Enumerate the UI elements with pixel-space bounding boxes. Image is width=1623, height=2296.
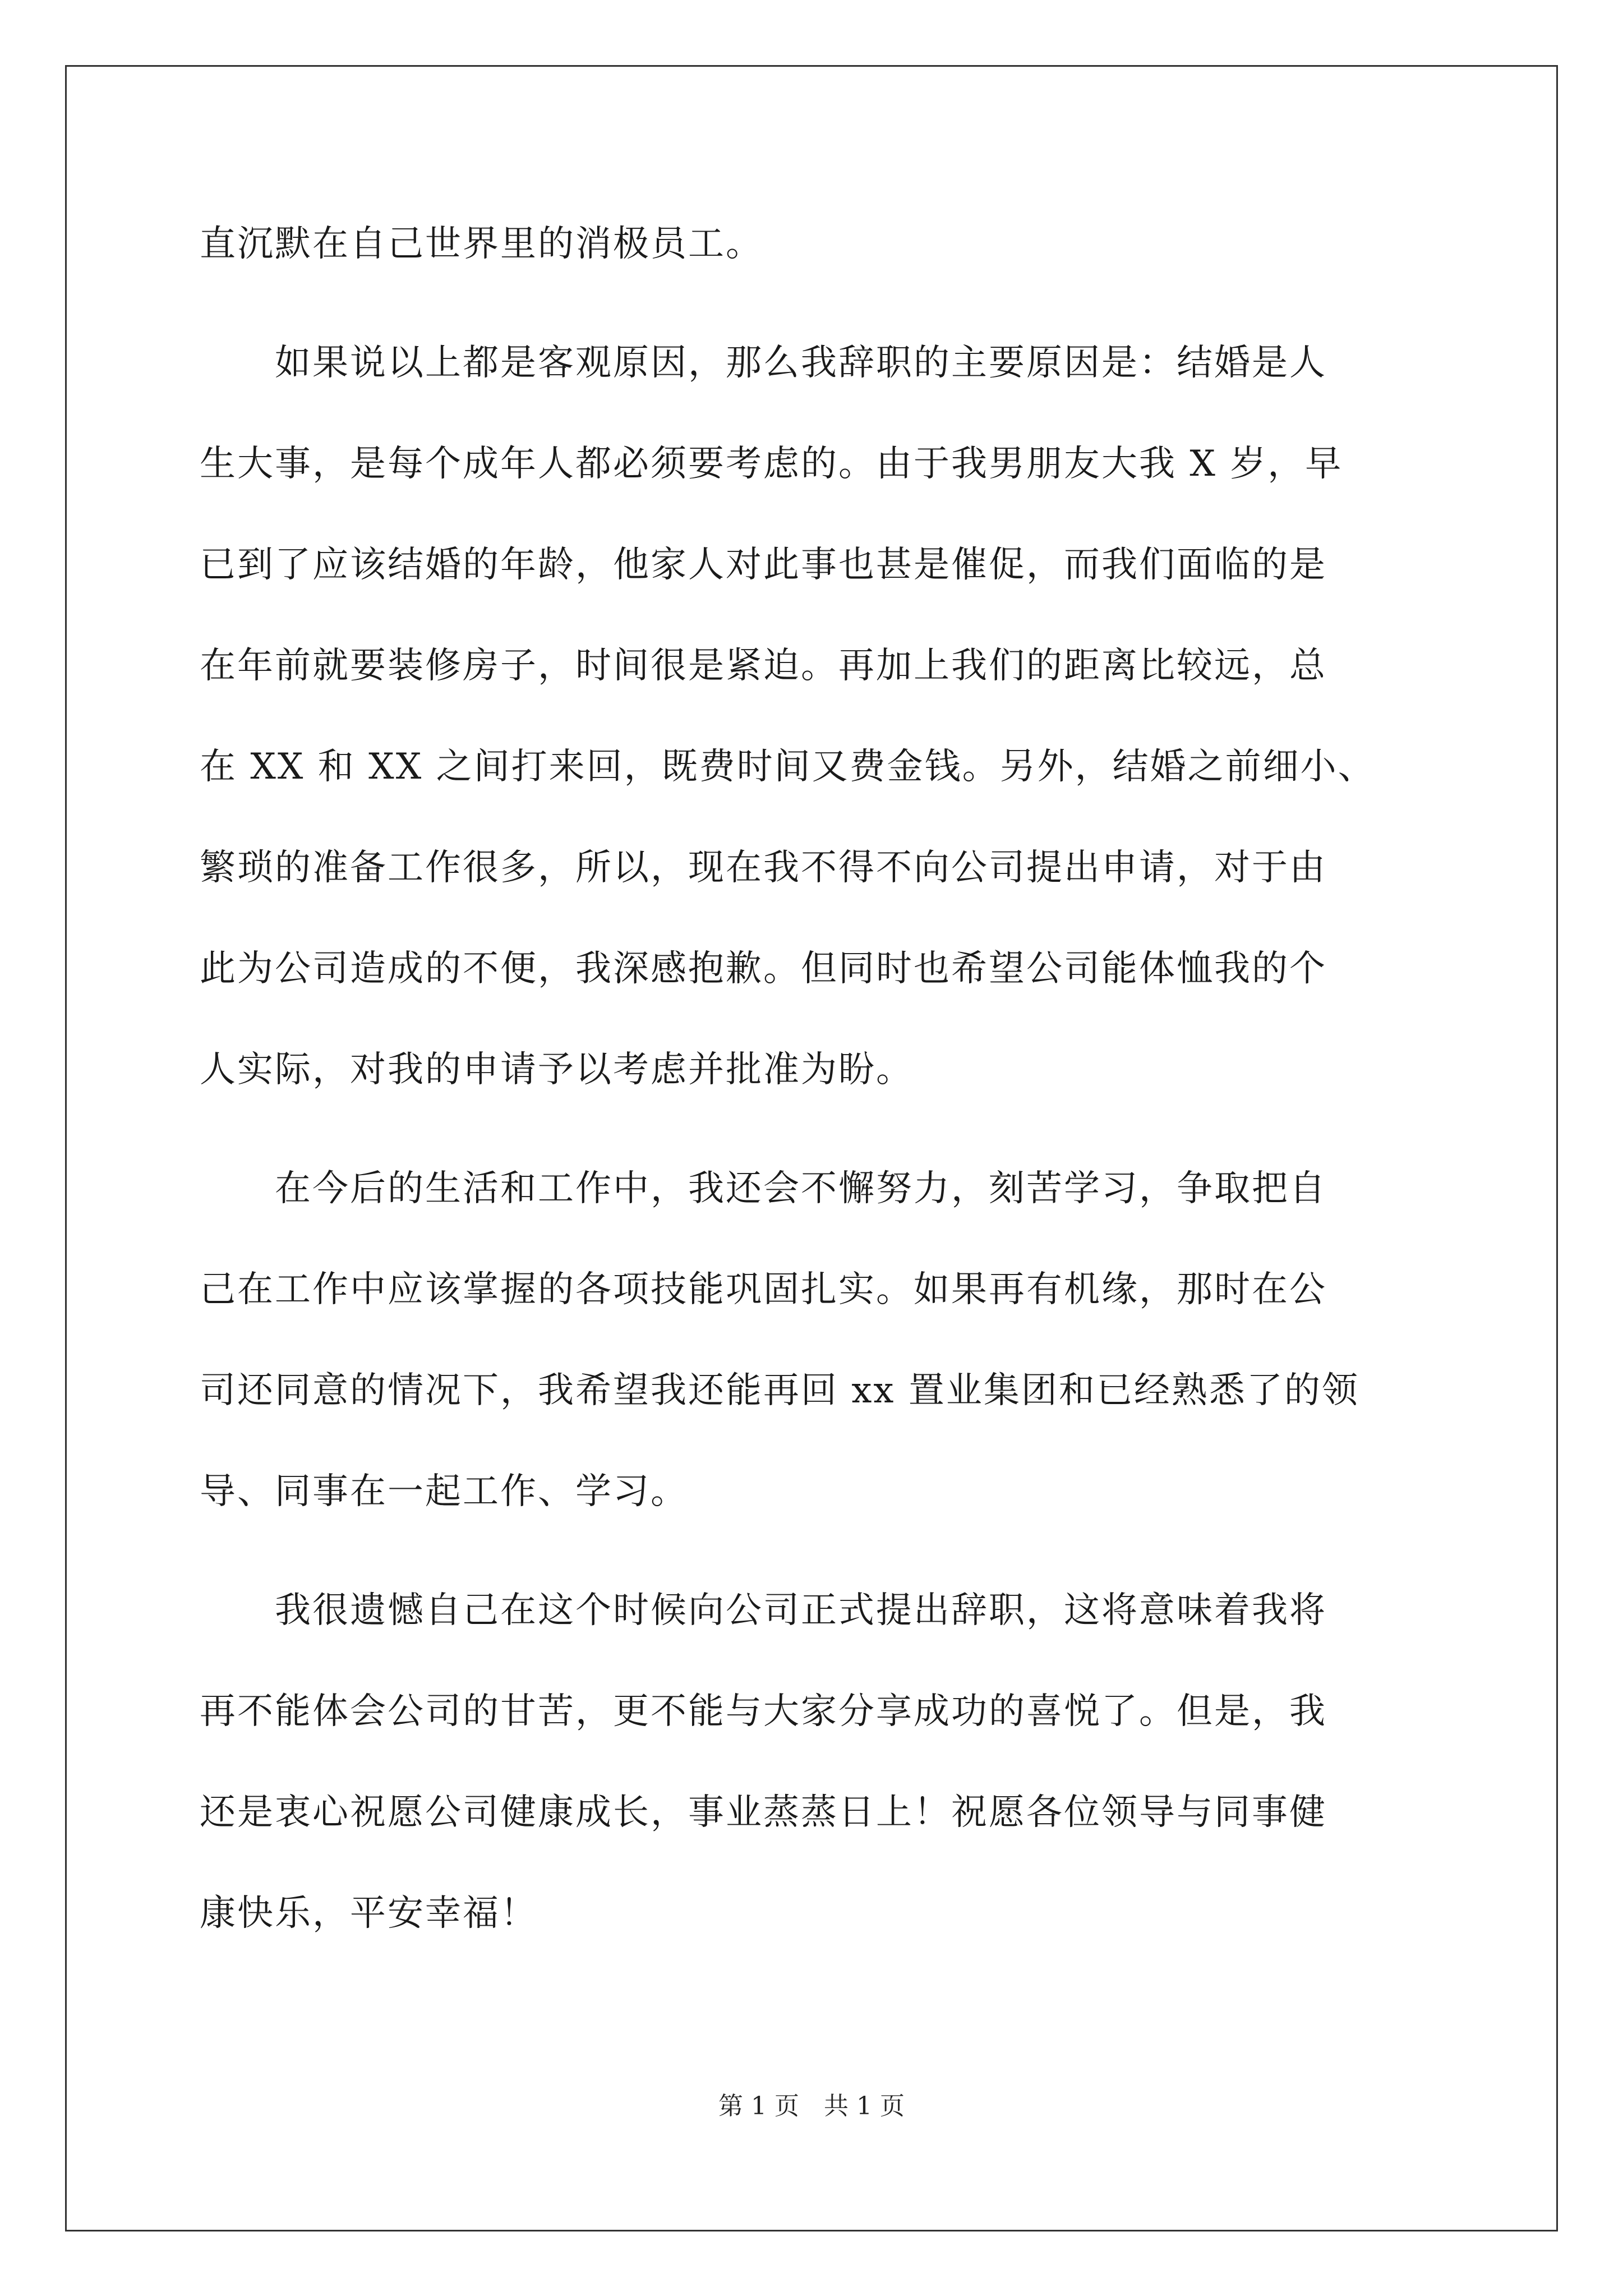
text-line: 在 XX 和 XX 之间打来回，既费时间又费金钱。另外，结婚之前细小、	[200, 746, 1376, 788]
text-line: 司还同意的情况下，我希望我还能再回 xx 置业集团和已经熟悉了的领	[200, 1370, 1359, 1411]
document-body	[200, 210, 1428, 1981]
paragraph-gap	[200, 311, 1428, 329]
text-line: 如果说以上都是客观原因，那么我辞职的主要原因是：结婚是人	[200, 342, 1327, 384]
page-number-footer: 第 1 页 共 1 页	[718, 2092, 905, 2120]
text-line: 此为公司造成的不便，我深感抱歉。但同时也希望公司能体恤我的个	[200, 948, 1327, 990]
text-line: 在年前就要装修房子，时间很是紧迫。再加上我们的距离比较远，总	[200, 645, 1327, 687]
text-line: 生大事，是每个成年人都必须要考虑的。由于我男朋友大我 X 岁，早	[200, 443, 1343, 485]
text-line: 人实际，对我的申请予以考虑并批准为盼。	[200, 1049, 914, 1091]
text-line: 繁琐的准备工作很多，所以，现在我不得不向公司提出申请，对于由	[200, 847, 1327, 889]
text-line: 康快乐，平安幸福！	[200, 1893, 538, 1934]
text-line: 还是衷心祝愿公司健康成长，事业蒸蒸日上！祝愿各位领导与同事健	[200, 1792, 1327, 1833]
text-line: 己在工作中应该掌握的各项技能巩固扎实。如果再有机缘，那时在公	[200, 1269, 1327, 1310]
text-line: 我很遗憾自己在这个时候向公司正式提出辞职，这将意味着我将	[200, 1590, 1327, 1631]
text-line: 再不能体会公司的甘苦，更不能与大家分享成功的喜悦了。但是，我	[200, 1691, 1327, 1732]
text-line: 在今后的生活和工作中，我还会不懈努力，刻苦学习，争取把自	[200, 1168, 1327, 1209]
text-line: 直沉默在自己世界里的消极员工。	[200, 223, 763, 265]
paragraph-gap	[200, 1559, 1428, 1577]
text-line: 导、同事在一起工作、学习。	[200, 1471, 688, 1512]
paragraph-gap	[200, 1137, 1428, 1155]
text-line: 已到了应该结婚的年龄，他家人对此事也甚是催促，而我们面临的是	[200, 544, 1327, 586]
